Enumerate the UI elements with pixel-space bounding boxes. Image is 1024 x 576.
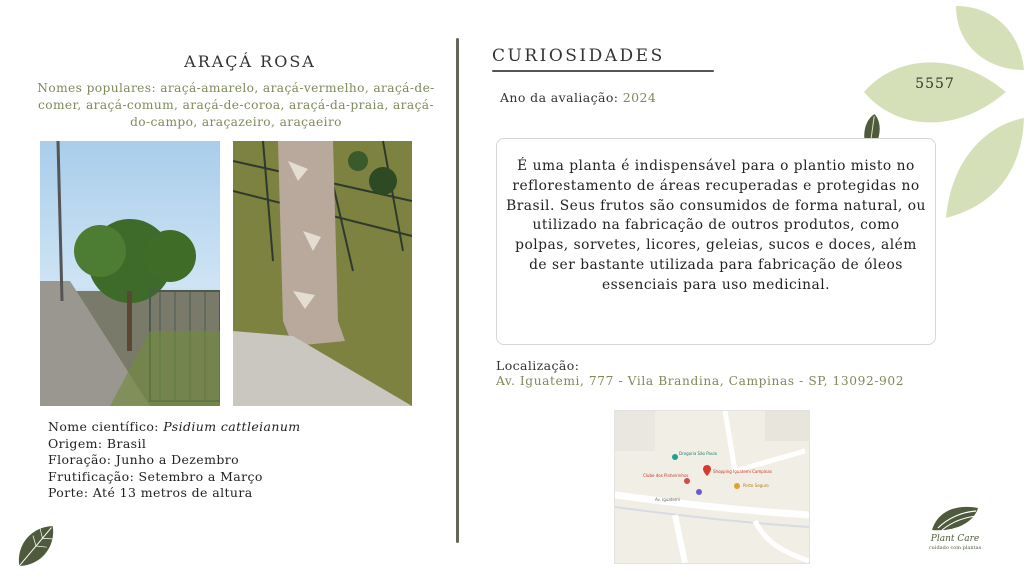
- brand-name: Plant Care: [930, 534, 980, 544]
- map-pin-icon: [696, 489, 702, 495]
- plant-title: ARAÇÁ ROSA: [184, 52, 316, 71]
- plant-photo-trunk: [233, 141, 412, 406]
- title-underline: [492, 70, 714, 72]
- flowering-row: Floração: Junho a Dezembro: [48, 452, 240, 467]
- plant-photo-street: [40, 141, 220, 406]
- map-road-label: Av. Iguatemi: [655, 497, 680, 502]
- curiosities-title: CURIOSIDADES: [492, 46, 665, 66]
- scientific-name-label: Nome científico:: [48, 419, 164, 434]
- year-value: 2024: [622, 90, 657, 105]
- map-pin-icon: [684, 478, 690, 484]
- plant-facts: [48, 419, 301, 502]
- plant-care-logo: [928, 502, 982, 534]
- location-label: Localização:: [496, 358, 580, 373]
- popular-names: Nomes populares: araçá-amarelo, araçá-vermelho, araçá-de-comer, araçá-comum, araçá-de-coroa, araçá-da-praia, araçá-do-campo, araçazeiro, araçaeiro: [37, 81, 435, 129]
- leaf-icon: [10, 522, 62, 572]
- fruiting-row: Frutificação: Setembro a Março: [48, 468, 263, 484]
- scientific-name-row: [48, 419, 301, 436]
- brand-tagline: cuidado com plantas: [928, 545, 982, 551]
- map-poi: Drogaria São Paulo: [679, 451, 718, 456]
- origin-row: Origem: Brasil: [48, 435, 147, 451]
- map-poi: Porto Seguro: [743, 483, 769, 488]
- size-row: Porte: Até 13 metros de altura: [48, 485, 253, 500]
- map-poi: Clube dos Pinheirinhos: [643, 473, 689, 478]
- leaf-icon: [956, 6, 1024, 70]
- map-poi: Shopping Iguatemi Campinas: [713, 469, 772, 474]
- map-pin-icon: [734, 483, 740, 489]
- map-pin-icon: [672, 454, 678, 460]
- curiosities-text: É uma planta é indispensável para o plantio misto no reflorestamento de áreas recuperadas e protegidas no Brasil. Seus frutos são consumidos de forma natural, ou utilizado na fabricação de outros produtos, como polpas, sorvetes, licores, geleias, sucos e doces, além de ser bastante utilizada para fabricação de óleos essenciais para uso medicinal.: [506, 158, 926, 293]
- leaf-badge-shape: [864, 62, 1006, 122]
- location-address: Av. Iguatemi, 777 - Vila Brandina, Campinas - SP, 13092-902: [496, 374, 905, 388]
- scientific-name-value: Psidium cattleianum: [163, 419, 301, 434]
- year-label: Ano da avaliação:: [500, 90, 623, 105]
- location-map[interactable]: [614, 410, 810, 564]
- assessment-number: 5557: [915, 76, 955, 92]
- leaf-icon: [946, 118, 1024, 218]
- column-divider: [456, 38, 459, 543]
- assessment-year: [500, 90, 656, 105]
